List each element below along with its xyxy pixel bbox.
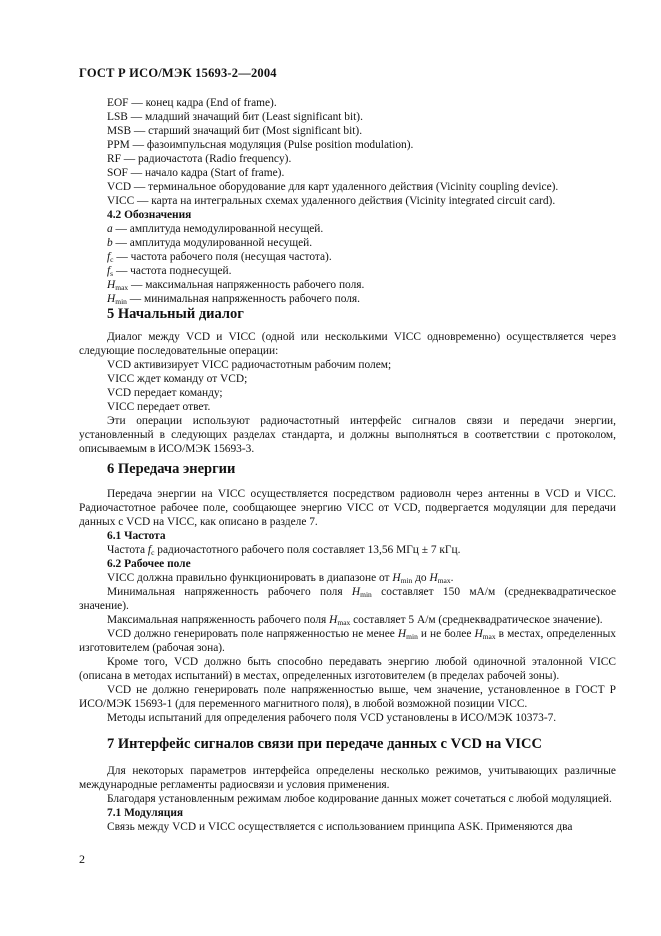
abbr-vicc: VICC — карта на интегральных схемах удаленного действия (Vicinity integrated circuit card). [107, 195, 556, 207]
abbr-eof: EOF — конец кадра (End of frame). [107, 97, 277, 109]
abbreviation-list [79, 96, 616, 306]
field-limit-text: VCD не должно генерировать поле напряженностью выше, чем значение, установленное в ГОСТ Р ИСО/МЭК 15693-1 (для переменного магнитного поля), в любой возможной позиции VICC. [79, 684, 616, 710]
notation-item: $f_s$ — частота поднесущей. [107, 265, 232, 278]
page-number: 2 [79, 852, 85, 866]
vcd-field-text: VCD должно генерировать поле напряженностью не менее $H_{min}$ и не более $H_{max}$ в местах, определенных изготовителем (рабочая зона). [79, 628, 616, 654]
abbr-rf: RF — радиочастота (Radio frequency). [107, 153, 292, 165]
section-7-modes: Благодаря установленным режимам любое кодирование данных может сочетаться с любой модуляцией. [107, 793, 612, 805]
dialog-step: VCD передает команду; [107, 387, 223, 399]
notation-item: a — амплитуда немодулированной несущей. [107, 223, 324, 235]
notation-item: $f_c$ — частота рабочего поля (несущая частота). [107, 251, 332, 264]
abbr-ppm: PPM — фазоимпульсная модуляция (Pulse position modulation). [107, 139, 414, 151]
dialog-step: VICC ждет команду от VCD; [107, 373, 248, 385]
section-7-heading: 7 Интерфейс сигналов связи при передаче данных с VCD на VICC [107, 736, 542, 752]
section-5-intro: Диалог между VCD и VICC (одной или несколькими VICC одновременно) осуществляется через следующие последовательные операции: [79, 331, 616, 357]
dialog-step: VCD активизирует VICC радиочастотным рабочим полем; [107, 359, 392, 371]
modulation-text: Связь между VCD и VICC осуществляется с использованием принципа ASK. Применяются два [107, 821, 573, 833]
notation-item: $H_{max}$ — максимальная напряженность рабочего поля. [107, 279, 365, 292]
frequency-text: Частота $f_c$ радиочастотного рабочего поля составляет 13,56 МГц ± 7 кГц. [107, 544, 461, 557]
abbr-msb: MSB — старший значащий бит (Most significant bit). [107, 125, 363, 137]
dialog-step: VICC передает ответ. [107, 401, 211, 413]
subsection-6-2-heading: 6.2 Рабочее поле [107, 558, 191, 570]
field-range-text: VICC должна правильно функционировать в диапазоне от $H_{min}$ до $H_{max}$. [107, 572, 454, 585]
notation-item: b — амплитуда модулированной несущей. [107, 237, 313, 249]
subsection-6-1-heading: 6.1 Частота [107, 530, 166, 542]
test-methods-text: Методы испытаний для определения рабочего поля VCD установлены в ИСО/МЭК 10373-7. [107, 712, 557, 724]
section-5-heading: 5 Начальный диалог [107, 306, 244, 322]
notation-item: $H_{min}$ — минимальная напряженность рабочего поля. [107, 293, 361, 306]
max-field-text: Максимальная напряженность рабочего поля $H_{max}$ составляет 5 А/м (среднеквадратическое значение). [107, 614, 603, 627]
section-6-intro: Передача энергии на VICC осуществляется посредством радиоволн через антенны в VCD и VICC. Радиочастотное рабочее поле, сообщающее энергию VICC от VCD, подвергается модуляции для передачи данных с VCD на VICC, как описано в разделе 7. [79, 488, 616, 528]
abbr-vcd: VCD — терминальное оборудование для карт удаленного действия (Vicinity coupling device). [107, 181, 559, 193]
min-field-text: Минимальная напряженность рабочего поля $H_{min}$ составляет 150 мА/м (среднеквадратическое значение). [79, 586, 616, 612]
section-5-closing: Эти операции используют радиочастотный интерфейс сигналов связи и передачи энергии, установленный в следующих разделах стандарта, и должны выполняться в соответствии с протоколом, описываемым в ИСО/МЭК 15693-3. [79, 415, 616, 455]
abbr-sof: SOF — начало кадра (Start of frame). [107, 167, 285, 179]
standard-header: ГОСТ Р ИСО/МЭК 15693-2—2004 [79, 66, 277, 80]
section-6-body [79, 487, 616, 725]
reference-vicc-text: Кроме того, VCD должно быть способно передавать энергию любой одиночной эталонной VICC (описана в методах испытаний) в местах, определенных изготовителем (в пределах рабочей зоны). [79, 656, 616, 682]
section-7-body [79, 764, 616, 834]
subsection-7-1-heading: 7.1 Модуляция [107, 807, 184, 819]
notation-heading: 4.2 Обозначения [107, 209, 192, 221]
section-5-body [79, 330, 616, 456]
section-6-heading: 6 Передача энергии [107, 461, 236, 477]
abbr-lsb: LSB — младший значащий бит (Least significant bit). [107, 111, 363, 123]
section-7-intro: Для некоторых параметров интерфейса определены несколько режимов, учитывающих различные международные регламенты радиосвязи и условия применения. [79, 765, 616, 791]
